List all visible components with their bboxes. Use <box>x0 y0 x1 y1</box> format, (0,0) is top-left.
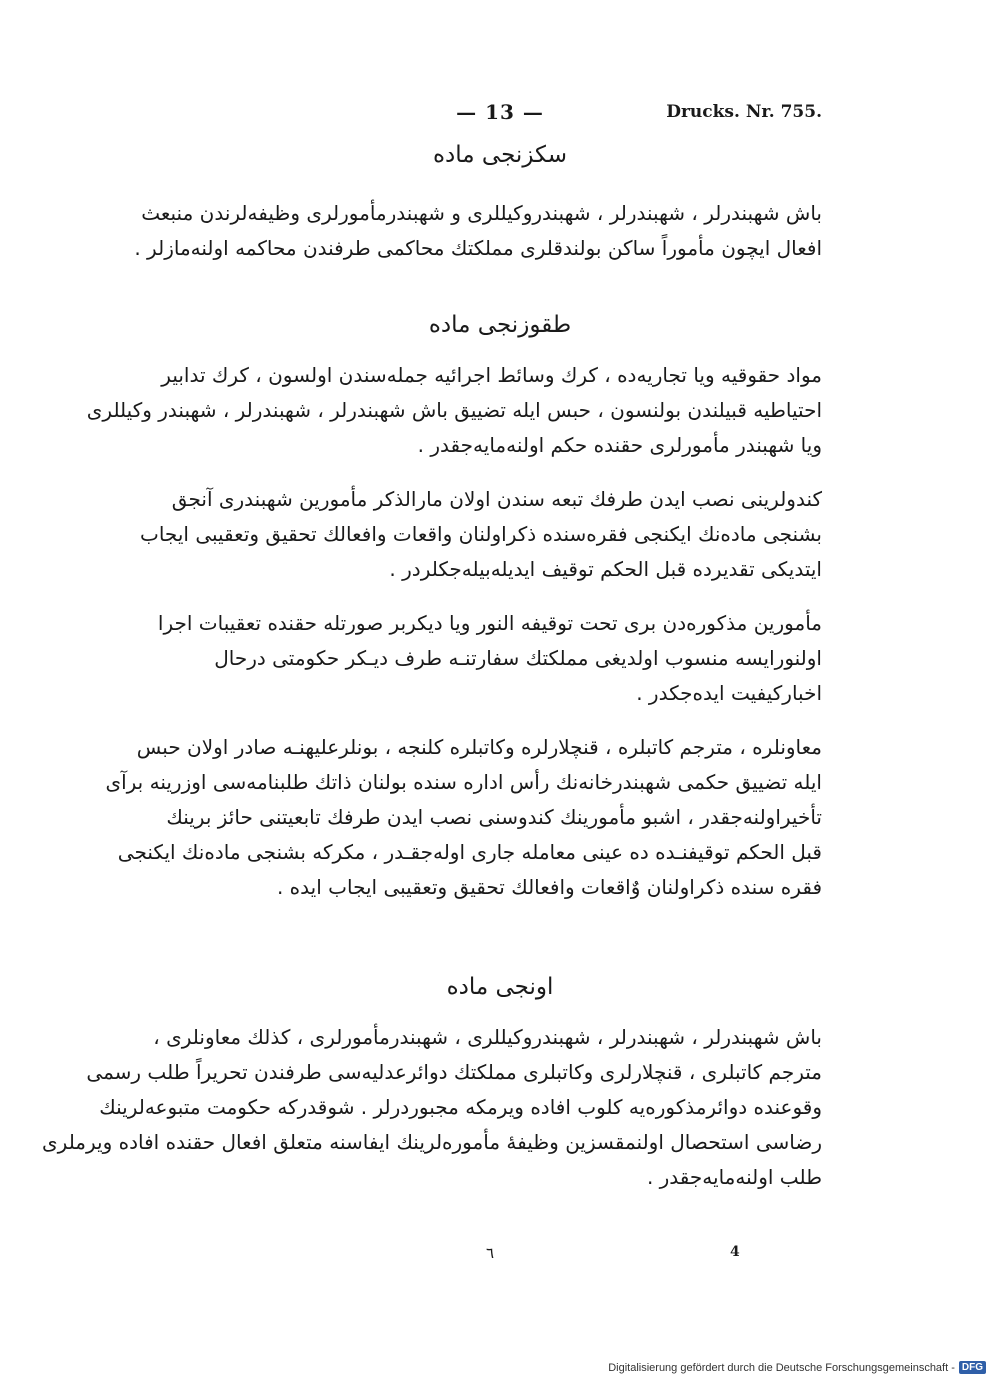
article-9-paragraph-4 <box>105 730 822 905</box>
dfg-credit-text: Digitalisierung gefördert durch die Deutsche Forschungsgemeinschaft - <box>608 1361 955 1374</box>
print-reference: Drucks. Nr. 755. <box>666 102 822 122</box>
article-10-text <box>42 1020 822 1195</box>
text-line: طلب اولنه‌مايه‌جقدر . <box>646 1165 822 1189</box>
text-line: اخباركيفيت ايده‌جكدر . <box>636 681 822 705</box>
text-line: فقره سنده ذكراولنان وٌاقعات وافعالك تحقيق وتعقيبی ايجاب ايده . <box>276 875 822 899</box>
text-line: باش شهبندرلر ، شهبندرلر ، شهبندروكيللری ، شهبندرمأمورلری ، كذلك معاونلری ، <box>153 1025 822 1049</box>
page-number: — 13 — <box>456 100 544 124</box>
text-line: ايتديكی تقديرده قبل الحكم توقيف ايديله‌بيله‌جكلردر . <box>389 557 822 581</box>
text-line: مواد حقوقيه ويا تجاريه‌ده ، كرك وسائط اجرائيه جمله‌سندن اولسون ، كرك تدابير <box>161 363 822 387</box>
text-line: وقوعنده دوائرمذكوره‌يه كلوب افاده ويرمكه مجبوردرلر . شوقدركه حكومت متبوعه‌لرينك <box>99 1095 822 1119</box>
text-line: معاونلره ، مترجم كاتبلره ، قنچلارلره وكاتبلره كلنجه ، بونلرعليهنـه صادر اولان حبس <box>136 735 822 759</box>
footer-signature-number: 4 <box>730 1244 740 1260</box>
text-line: مترجم كاتبلری ، قنچلارلری وكاتبلری مملكتك دوائرعدليه‌سی طرفندن تحريراً طلب رسمی <box>86 1060 822 1084</box>
text-line: ايله تضييق حكمی شهبندرخانه‌نك رأس اداره سنده بولنان ذاتك طلبنامه‌سی اوزرينه برآی <box>105 770 822 794</box>
text-line: باش شهبندرلر ، شهبندرلر ، شهبندروكيللری و شهبندرمأمورلری وظيفه‌لرندن منبعث <box>141 201 822 225</box>
article-9-heading: طقوزنجی ماده <box>428 312 572 338</box>
text-line: كندولرينی نصب ايدن طرفك تبعه سندن اولان مارالذكر مأمورين شهبندری آنجق <box>171 487 822 511</box>
text-line: تأخيراولنه‌جقدر ، اشبو مأمورينك كندوسنی نصب ايدن طرفك تابعيتنی حائز برينك <box>166 805 822 829</box>
article-9-paragraph-1 <box>86 358 822 463</box>
text-line: اولنورايسه منسوب اولديغی مملكتك سفارتنـه طرف ديـكر حكومتی درحال <box>214 646 822 670</box>
dfg-credit <box>608 1361 986 1374</box>
article-8-heading: سكزنجی ماده <box>432 142 567 168</box>
text-line: قبل الحكم توقيفنـده ده عينی معامله جاری اوله‌جقـدر ، مكركه بشنجی ماده‌نك ايكنجی <box>117 840 822 864</box>
article-10-heading: اونجی ماده <box>446 974 554 1000</box>
text-line: رضاسی استحصال اولنمقسزين وظيفهٔ مأموره‌لرينك ايفاسنه متعلق افعال حقنده افاده ويرملری <box>42 1130 822 1154</box>
text-line: مأمورين مذكوره‌دن بری تحت توقيفه النور ويا ديكربر صورتله حقنده تعقيبات اجرا <box>157 611 822 635</box>
text-line: احتياطيه قبيلندن بولنسون ، حبس ايله تضييق باش شهبندرلر ، شهبندرلر ، شهبندر وكيللری <box>86 398 822 422</box>
text-line: افعال ايچون مأموراً ساكن بولندقلری مملكتك محاكمی طرفندن محاكمه اولنه‌مازلر . <box>134 236 822 260</box>
text-line: بشنجی ماده‌نك ايكنجی فقره‌سنده ذكراولنان واقعات وافعالك تحقيق وتعقيبی ايجاب <box>140 522 822 546</box>
article-9-paragraph-3 <box>157 606 822 711</box>
article-8-text <box>134 196 822 266</box>
footer-arabic-page-number: ٦ <box>486 1244 495 1262</box>
article-9-paragraph-2 <box>140 482 822 587</box>
dfg-logo-icon: DFG <box>959 1361 986 1374</box>
text-line: ويا شهبندر مأمورلری حقنده حكم اولنه‌مايه‌جقدر . <box>417 433 822 457</box>
